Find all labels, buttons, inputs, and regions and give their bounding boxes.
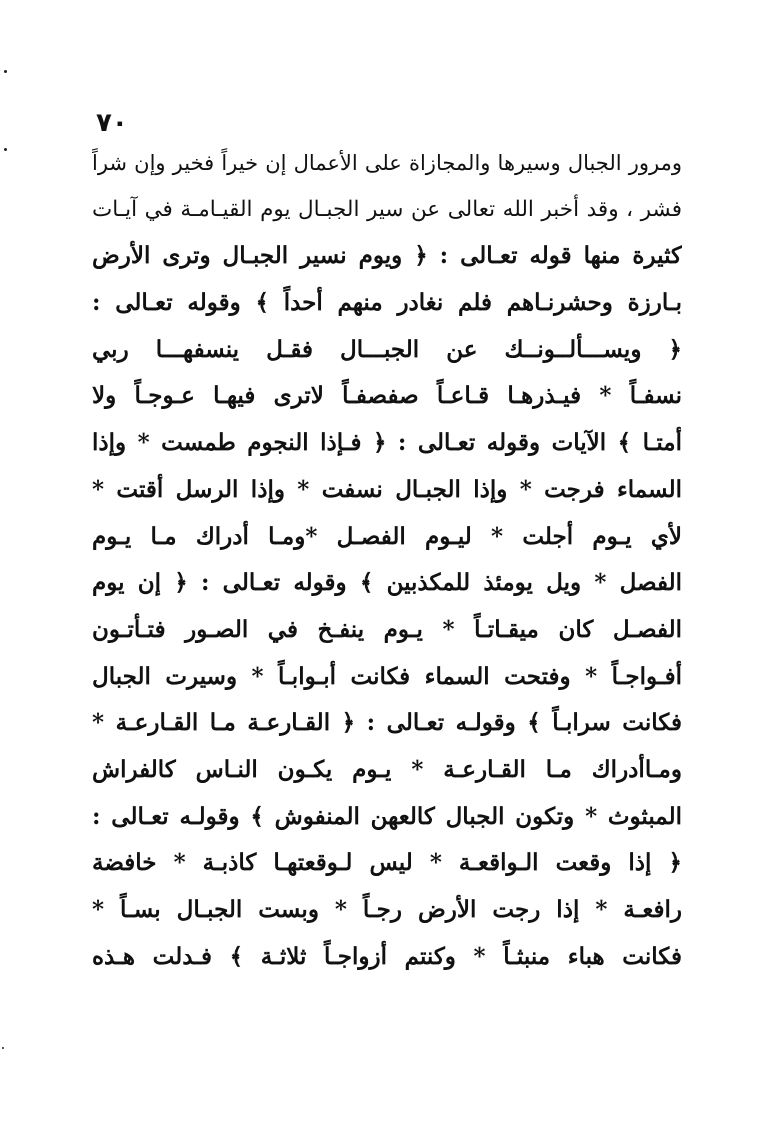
text-line: الفصـل كان ميقـاتـاً * يـوم ينفـخ في الصـور فتـأتـون [92, 615, 682, 643]
text-line: أمتـا ﴾ الآيات وقوله تعـالى : ﴿ فـإذا النجوم طمست * وإذا [92, 429, 682, 457]
text-line: ومرور الجبال وسيرها والمجازاة على الأعمال إن خيراً فخير وإن شراً [92, 151, 682, 175]
text-line: نسفـاً * فيـذرهـا قـاعـاً صفصفـاً لاترى فيهـا عـوجـاً ولا [92, 382, 682, 410]
text-line: كثيرة منها قوله تعـالى : ﴿ ويوم نسير الجبـال وترى الأرض [92, 242, 682, 270]
scan-speck [4, 70, 7, 73]
scan-speck [4, 148, 7, 151]
text-line: أفـواجـاً * وفتحت السماء فكانت أبـوابـاً * وسيرت الجبال [92, 662, 682, 690]
text-line: فكانت سرابـاً ﴾ وقولـه تعـالى : ﴿ القـارعـة مـا القـارعـة * [92, 709, 682, 737]
text-line: بـارزة وحشرنـاهم فلم نغادر منهم أحداً ﴾ وقوله تعـالى : [92, 289, 682, 317]
scan-speck [2, 1047, 4, 1049]
body-text [92, 140, 682, 980]
page-number: ٧٠ [96, 108, 128, 138]
text-line: الفصل * ويل يومئذ للمكذبين ﴾ وقوله تعـالى : ﴿ إن يوم [92, 569, 682, 597]
text-line: ﴿ ويســـألــونــك عن الجبـــال فقـل ينسفهـــا ربي [92, 335, 682, 363]
text-line: ﴿ إذا وقعت الـواقعـة * ليس لـوقعتهـا كاذبـة * خافضة [92, 849, 682, 877]
text-line: ومـاأدراك مـا القـارعـة * يـوم يكـون النـاس كالفراش [92, 755, 682, 783]
text-line: فكانت هباء منبثـاً * وكنتم أزواجـاً ثلاثـة ﴾ فـدلت هـذه [92, 942, 682, 970]
text-line: رافعـة * إذا رجت الأرض رجـاً * وبست الجبـال بسـاً * [92, 896, 682, 923]
text-line: فشر ، وقد أخبر الله تعالى عن سير الجبـال يوم القيـامـة في آيـات [92, 196, 682, 222]
text-line: السماء فرجت * وإذا الجبـال نسفت * وإذا الرسل أقتت * [92, 475, 682, 503]
text-line: المبثوث * وتكون الجبال كالعهن المنفوش ﴾ وقولـه تعـالى : [92, 802, 682, 830]
text-line: لأي يـوم أجلت * ليـوم الفصـل *ومـا أدراك مـا يـوم [92, 522, 682, 550]
